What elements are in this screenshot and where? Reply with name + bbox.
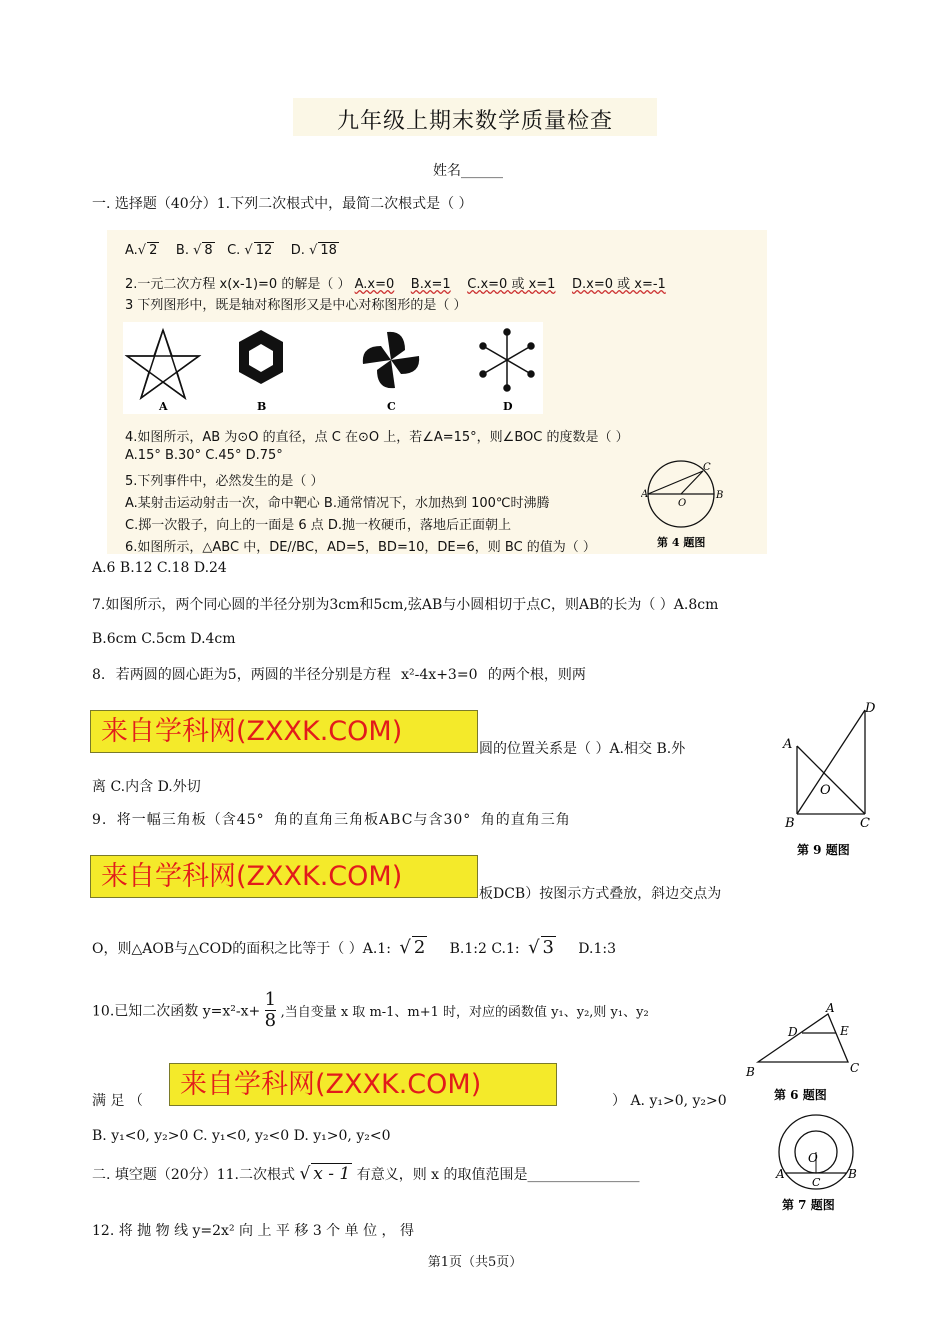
- fig4-circle-diagram: [641, 456, 731, 552]
- q1-option-b: B.: [175, 243, 189, 258]
- svg-text:C: C: [850, 1061, 860, 1075]
- q3-figures: [123, 322, 543, 414]
- q10-options: B. y₁<0, y₂>0 C. y₁<0, y₂<0 D. y₁>0, y₂<0: [92, 1128, 391, 1144]
- fig7-concentric-circles-diagram: [770, 1112, 864, 1216]
- fig6-caption: 第 6 题图: [774, 1088, 827, 1102]
- q1-option-d: D.: [290, 243, 305, 258]
- fig9-caption: 第 9 题图: [797, 843, 850, 857]
- question-7: 7.如图所示，两个同心圆的半径分别为3cm和5cm,弦AB与小圆相切于点C，则AB的长为（ ）A.8cm: [92, 597, 719, 613]
- svg-text:C: C: [703, 462, 711, 473]
- svg-text:A: A: [826, 1001, 835, 1015]
- fig4-caption: 第 4 题图: [657, 536, 706, 549]
- svg-text:E: E: [840, 1024, 849, 1038]
- q1-options: A.√ 2 B. √ 8 C. √ 12 D. √ 18: [125, 243, 337, 258]
- svg-text:A: A: [641, 489, 649, 500]
- question-11: 二. 填空题（20分）11.二次根式 √ x - 1 有意义，则 x 的取值范围是________________: [92, 1164, 640, 1184]
- svg-text:B: B: [848, 1167, 857, 1181]
- svg-text:O: O: [678, 498, 687, 509]
- question-12: 12. 将 抛 物 线 y=2x² 向 上 平 移 3 个 单 位 ， 得: [92, 1223, 414, 1239]
- question-9: 9. 将一幅三角板（含45° 角的直角三角板ABC与含30° 角的直角三角: [92, 812, 571, 828]
- fig-label-b: B: [257, 400, 267, 413]
- svg-text:A: A: [776, 1167, 785, 1181]
- q2-option-a: A.x=0: [354, 277, 395, 292]
- fig-label-c: C: [387, 400, 396, 413]
- question-2: 2.一元二次方程 x(x-1)=0 的解是（ ） A.x=0 B.x=1 C.x=0 或 x=1 D.x=0 或 x=-1: [125, 277, 666, 292]
- svg-text:C: C: [812, 1176, 821, 1189]
- fig7-caption: 第 7 题图: [782, 1198, 835, 1212]
- scanned-question-panel: [107, 230, 767, 554]
- q5-options-ab: A.某射击运动射击一次，命中靶心 B.通常情况下，水加热到 100℃时沸腾: [125, 496, 550, 511]
- q1-option-c: C.: [227, 243, 241, 258]
- question-1: 一. 选择题（40分）1.下列二次根式中，最简二次根式是（ ）: [92, 196, 473, 212]
- q10-option-a: ） A. y₁>0, y₂>0: [612, 1093, 727, 1109]
- fig-label-d: D: [503, 400, 513, 413]
- svg-text:B: B: [785, 816, 795, 831]
- fig9-triangles-diagram: [775, 696, 885, 864]
- q5-options-cd: C.掷一次骰子，向上的一面是 6 点 D.抛一枚硬币，落地后正面朝上: [125, 518, 512, 533]
- svg-text:D: D: [865, 701, 876, 716]
- fraction-one-eighth: $\frac{1}{8}$: [264, 989, 277, 1031]
- watermark-banner: 来自学科网(ZXXK.COM): [169, 1063, 557, 1106]
- question-6: 6.如图所示，△ABC 中，DE//BC，AD=5，BD=10，DE=6，则 BC 的值为（ ）: [125, 540, 596, 555]
- q9-continued: 板DCB）按图示方式叠放，斜边交点为: [479, 886, 722, 902]
- name-field: 姓名______: [433, 163, 503, 179]
- q7-options: B.6cm C.5cm D.4cm: [92, 631, 236, 647]
- svg-text:B: B: [746, 1065, 755, 1079]
- question-8: 8. 若两圆的圆心距为5，两圆的半径分别是方程 x²-4x+3=0 的两个根，则两: [92, 667, 586, 683]
- q6-options: A.6 B.12 C.18 D.24: [92, 560, 227, 576]
- q1-option-a: A.: [125, 243, 138, 258]
- q8-continued: 圆的位置关系是（ ）A.相交 B.外: [479, 741, 686, 757]
- q4-options: A.15° B.30° C.45° D.75°: [125, 448, 283, 463]
- svg-text:B: B: [716, 490, 724, 501]
- watermark-banner: 来自学科网(ZXXK.COM): [90, 710, 478, 753]
- q10-line2: 满 足 （: [92, 1093, 143, 1109]
- svg-text:A: A: [783, 737, 793, 752]
- fig6-triangle-diagram: [744, 1000, 864, 1106]
- question-5: 5.下列事件中，必然发生的是（ ）: [125, 474, 324, 489]
- question-10: 10.已知二次函数 y=x²-x+ $\frac{1}{8}$ ,当自变量 x 取 m-1、m+1 时，对应的函数值 y₁、y₂,则 y₁、y₂: [92, 989, 649, 1031]
- svg-text:O: O: [808, 1151, 818, 1165]
- fig-label-a: A: [159, 400, 168, 413]
- q2-option-c: C.x=0 或 x=1: [467, 277, 556, 292]
- page-footer: 第1页（共5页）: [427, 1255, 523, 1270]
- q2-option-d: D.x=0 或 x=-1: [571, 277, 666, 292]
- svg-text:O: O: [820, 783, 831, 798]
- title-banner: [293, 98, 657, 136]
- page-title: 九年级上期末数学质量检查: [336, 109, 613, 134]
- svg-text:D: D: [788, 1025, 798, 1039]
- q9-options: O，则△AOB与△COD的面积之比等于（ ）A.1: √ 2 B.1:2 C.1: √ 3 D.1:3: [92, 937, 616, 958]
- q2-option-b: B.x=1: [410, 277, 451, 292]
- question-3: 3 下列图形中，既是轴对称图形又是中心对称图形的是（ ）: [125, 298, 467, 313]
- watermark-banner: 来自学科网(ZXXK.COM): [90, 855, 478, 898]
- svg-text:C: C: [860, 816, 870, 831]
- question-4: 4.如图所示，AB 为⊙O 的直径，点 C 在⊙O 上，若∠A=15°，则∠BOC 的度数是（ ）: [125, 430, 629, 445]
- q8-options: 离 C.内含 D.外切: [92, 779, 201, 795]
